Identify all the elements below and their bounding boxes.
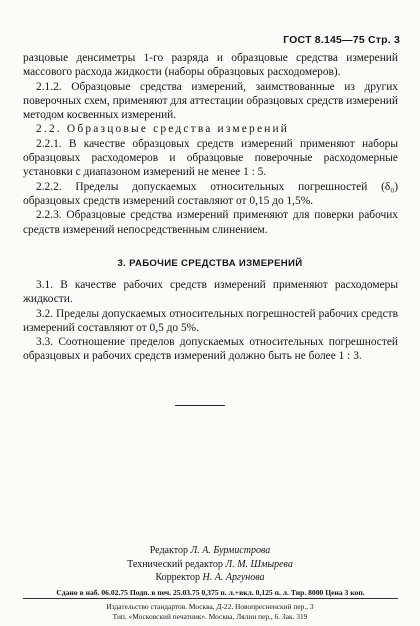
publisher-info: [0, 602, 420, 621]
credit-editor-name: Л. А. Бурмистрова: [190, 545, 271, 556]
section-2-body: [23, 51, 398, 237]
credit-proof-name: Н. А. Аргунова: [202, 572, 265, 583]
editorial-credits: [0, 544, 420, 585]
credit-proofreader: [0, 571, 420, 585]
paragraph-2-2-3: 2.2.3. Образцовые средства измерений применяют для поверки рабочих средств измерений непосредственным слинением.: [23, 209, 398, 236]
end-divider: [175, 405, 225, 406]
publisher-line-1: Издательство стандартов. Москва, Д-22, Новопресненский пер., 3: [106, 602, 314, 611]
paragraph-2-1-2: 2.1.2. Образцовые средства измерений, заимствованные из других поверочных схем, применяют для аттестации образцовых средств измерений методом косвенных измерений.: [23, 80, 398, 122]
paragraph-2-2-1: 2.2.1. В качестве образцовых средств измерений применяют наборы образцовых расходомеров и образцовые поверочные расходомерные установки с диапазоном измерений не менее 1 : 5.: [23, 137, 398, 179]
paragraph-3-1: 3.1. В качестве рабочих средств измерений применяют расходомеры жидкости.: [23, 279, 398, 306]
paragraph-3-3: 3.3. Соотношение пределов допускаемых относительных погрешностей образцовых и рабочих средств измерений должно быть не более 1 : 3.: [23, 336, 398, 363]
credit-tech-name: Л. М. Шмырева: [225, 558, 293, 570]
paragraph-3-2: 3.2. Пределы допускаемых относительных погрешностей рабочих средств измерений составляют от 0,5 до 5%.: [23, 307, 398, 334]
credit-editor: [0, 544, 420, 558]
paragraph-continuation: разцовые денсиметры 1-го разряда и образцовые средства измерений массового расхода жидкости (наборы образцовых расходомеров).: [23, 52, 398, 79]
credit-tech-editor: [0, 558, 420, 572]
subsection-heading-2-2: 2.2. Образцовые средства измерений: [36, 123, 290, 136]
print-imprint-line: Сдано в наб. 06.02.75 Подп. в печ. 25.03.75 0,375 п. л.+вкл. 0,125 п. л. Тир. 8000 Цена 3 коп.: [56, 588, 365, 597]
credit-proof-label: Корректор: [155, 572, 201, 583]
page-header: ГОСТ 8.145—75 Стр. 3: [283, 34, 400, 46]
credit-tech-label: Технический редактор: [127, 558, 223, 570]
imprint-divider: [23, 598, 398, 599]
section-3-title: 3. РАБОЧИЕ СРЕДСТВА ИЗМЕРЕНИЙ: [117, 258, 303, 269]
publisher-line-2: Тип. «Московский печатник». Москва, Лялин пер., 6. Зак. 319: [112, 611, 308, 621]
paragraph-2-2-2: 2.2.2. Пределы допускаемых относительных погрешностей (δ₀) образцовых средств измерений составляют от 0,15 до 1,5%.: [23, 180, 398, 207]
section-3-body: [23, 278, 398, 364]
credit-editor-label: Редактор: [149, 545, 188, 556]
